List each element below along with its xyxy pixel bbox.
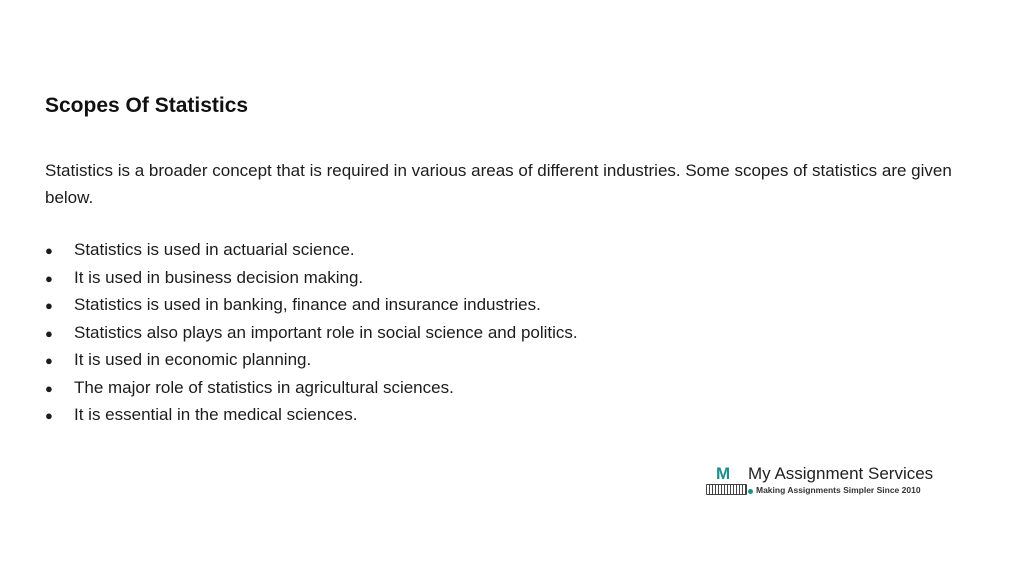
- bullet-icon: ●: [45, 298, 53, 313]
- bullet-icon: ●: [45, 325, 53, 341]
- scopes-list: [45, 237, 578, 430]
- logo-tagline: Making Assignments Simpler Since 2010: [756, 485, 921, 495]
- bullet-icon: ●: [45, 380, 53, 396]
- list-item: [45, 292, 578, 320]
- list-item: [45, 265, 578, 293]
- list-item: [45, 237, 578, 265]
- bullet-icon: ●: [45, 270, 53, 286]
- list-item-text: Statistics also plays an important role in social science and politics.: [74, 322, 578, 342]
- keyboard-icon: [706, 484, 747, 495]
- list-item: [45, 347, 578, 375]
- intro-paragraph: Statistics is a broader concept that is required in various areas of different industries. Some scopes of statistics are given below.: [45, 161, 952, 207]
- bullet-icon: ●: [45, 353, 53, 368]
- list-item-text: It is used in economic planning.: [74, 350, 312, 369]
- list-item: [45, 375, 578, 403]
- list-item-text: Statistics is used in actuarial science.: [74, 240, 355, 259]
- brand-logo: [706, 462, 946, 502]
- list-item-text: Statistics is used in banking, finance and insurance industries.: [74, 295, 541, 314]
- logo-name: My Assignment Services: [748, 464, 934, 483]
- list-item-text: It is essential in the medical sciences.: [74, 405, 358, 424]
- slide-title: Scopes Of Statistics: [45, 94, 249, 117]
- list-item: [45, 320, 578, 348]
- bullet-icon: ●: [45, 408, 53, 423]
- list-item: [45, 402, 578, 430]
- list-item-text: The major role of statistics in agricultural sciences.: [74, 377, 454, 397]
- bullet-icon: ●: [45, 243, 53, 258]
- logo-mark: M: [716, 464, 730, 483]
- list-item-text: It is used in business decision making.: [74, 267, 364, 287]
- dot-icon: [748, 489, 753, 494]
